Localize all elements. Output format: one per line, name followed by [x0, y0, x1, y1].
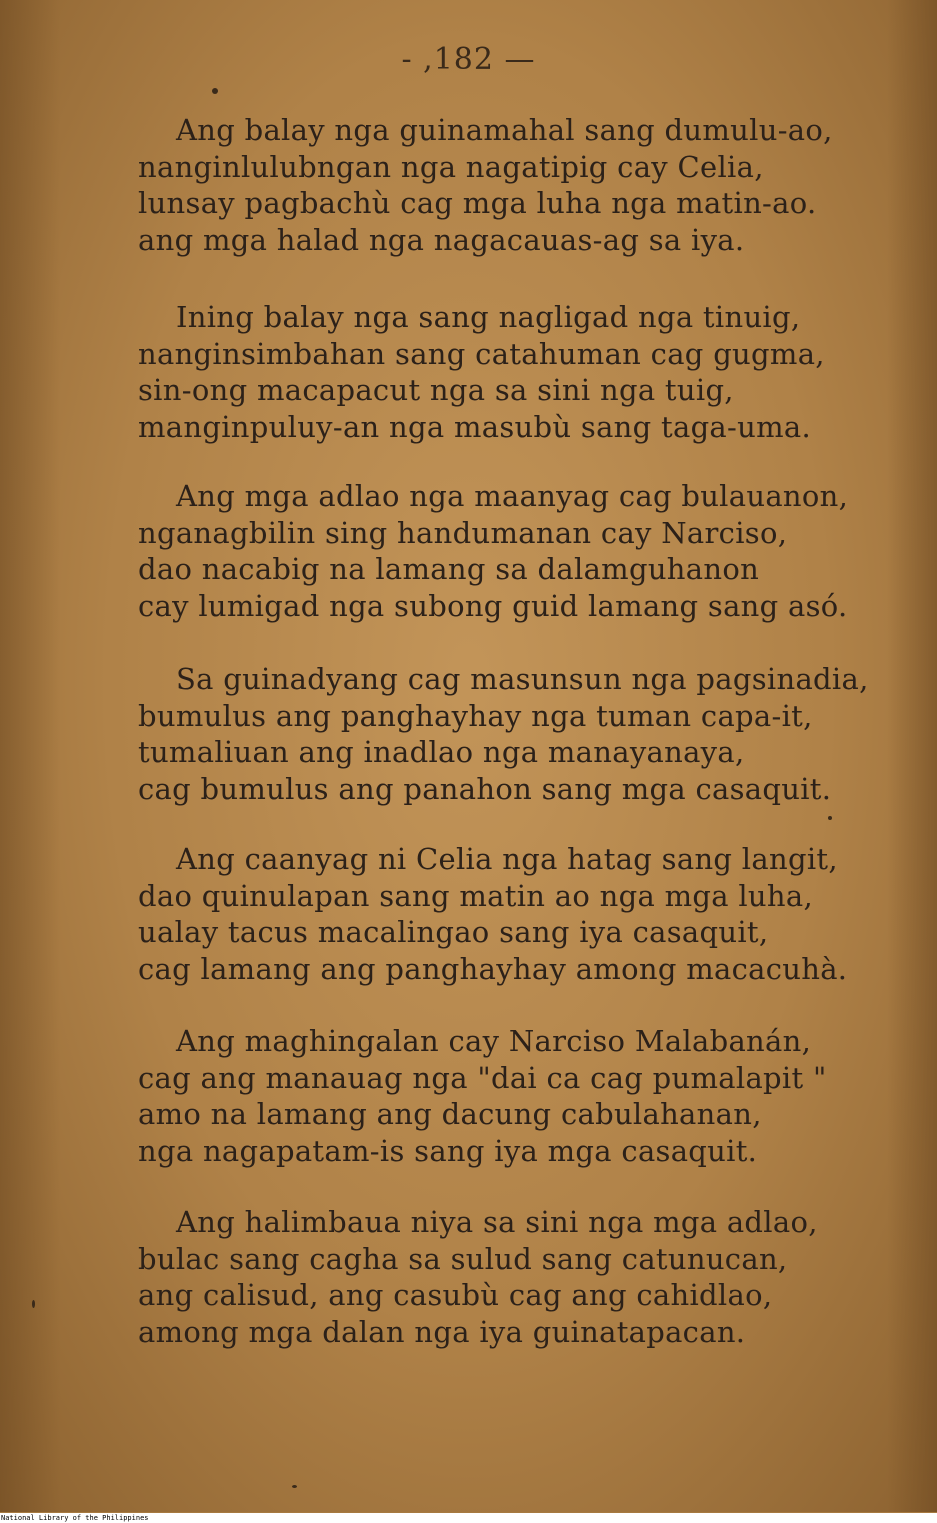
stanza-5 — [138, 841, 878, 987]
stanza-3 — [138, 478, 878, 624]
poem-line: Ang maghingalan cay Narciso Malabanán, — [176, 1024, 812, 1058]
poem-line: Ang caanyag ni Celia nga hatag sang langit, — [176, 842, 838, 876]
page-number: - ,182 — — [401, 42, 536, 77]
poem-line: bumulus ang panghayhay nga tuman capa-it, — [138, 698, 813, 733]
poem-line: cay lumigad nga subong guid lamang sang asó. — [138, 588, 848, 623]
poem-line: Ang balay nga guinamahal sang dumulu-ao, — [176, 113, 833, 147]
poem-line: ualay tacus macalingao sang iya casaquit, — [138, 915, 769, 949]
poem-line: lunsay pagbachù cag mga luha nga matin-ao. — [138, 186, 817, 220]
scan-credit: National Library of the Philippines — [0, 1513, 937, 1523]
ink-speck — [212, 88, 218, 94]
stanza-4 — [138, 661, 878, 807]
poem-line: Ang halimbaua niya sa sini nga mga adlao, — [176, 1205, 818, 1239]
poem-line: nanginlulubngan nga nagatipig cay Celia, — [138, 149, 764, 184]
poem-line: nanginsimbahan sang catahuman cag gugma, — [138, 336, 825, 371]
poem-line: bulac sang cagha sa sulud sang catunucan, — [138, 1241, 788, 1276]
poem-line: Ining balay nga sang nagligad nga tinuig, — [176, 300, 801, 334]
poem-line: dao nacabig na lamang sa dalamguhanon — [138, 552, 760, 586]
ink-speck — [292, 1485, 297, 1488]
poem-line: cag ang manauag nga "dai ca cag pumalapit " — [138, 1060, 827, 1095]
poem-line: cag lamang ang panghayhay among macacuhà. — [138, 951, 848, 986]
stanza-7 — [138, 1204, 878, 1350]
poem-line: tumaliuan ang inadlao nga manayanaya, — [138, 735, 745, 769]
poem-line: nganagbilin sing handumanan cay Narciso, — [138, 515, 788, 550]
poem-line: dao quinulapan sang matin ao nga mga luha, — [138, 878, 813, 913]
poem-line: Ang mga adlao nga maanyag cag bulauanon, — [176, 479, 849, 513]
ink-speck — [828, 816, 832, 820]
poem-line: cag bumulus ang panahon sang mga casaquit. — [138, 771, 832, 806]
poem-line: Sa guinadyang cag masunsun nga pagsinadia, — [176, 662, 869, 696]
stanza-6 — [138, 1023, 878, 1169]
page-edge-shadow-left — [0, 0, 60, 1512]
stanza-2 — [138, 299, 878, 445]
page-edge-shadow-right — [887, 0, 937, 1512]
poem-line: manginpuluy-an nga masubù sang taga-uma. — [138, 409, 812, 444]
poem-line: ang mga halad nga nagacauas-ag sa iya. — [138, 222, 745, 257]
stanza-1 — [138, 112, 878, 258]
poem-line: amo na lamang ang dacung cabulahanan, — [138, 1097, 762, 1131]
poem-line: ang calisud, ang casubù cag ang cahidlao, — [138, 1278, 773, 1312]
poem-line: sin-ong macapacut nga sa sini nga tuig, — [138, 373, 734, 407]
poem-line: nga nagapatam-is sang iya mga casaquit. — [138, 1133, 758, 1168]
poem-line: among mga dalan nga iya guinatapacan. — [138, 1314, 746, 1349]
ink-speck — [32, 1300, 35, 1308]
